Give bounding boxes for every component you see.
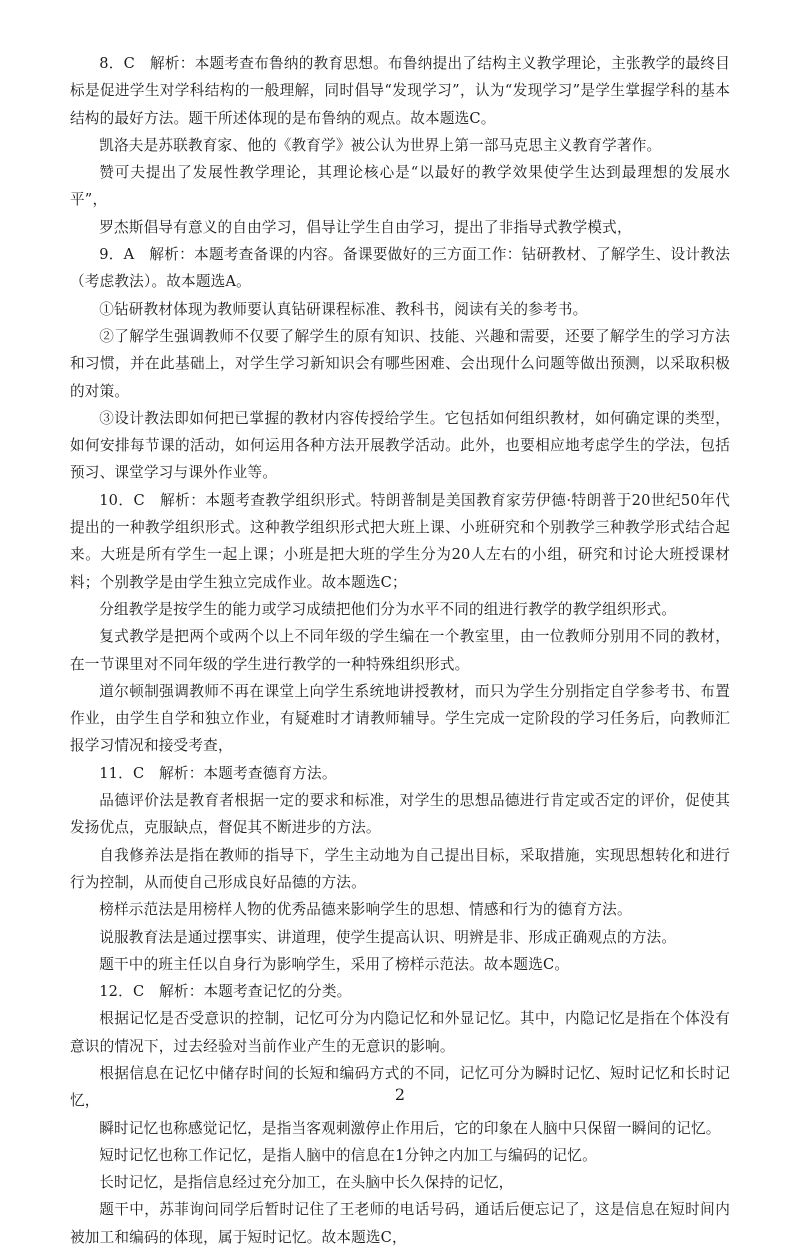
answer-10-explanation: 10．C 解析：本题考查教学组织形式。特朗普制是美国教育家劳伊德·特朗普于20世纪50年代提出的一种教学组织形式。这种教学组织形式把大班上课、小班研究和个别教学三种教学形式结合起来。大班是所有学生一起上课；小班是把大班的学生分为20人左右的小组，研究和讨论大班授课材料；个别教学是由学生独立完成作业。故本题选C；: [70, 491, 730, 591]
kairov-note: 凯洛夫是苏联教育家、他的《教育学》被公认为世界上第一部马克思主义教育学著作。: [99, 136, 662, 154]
multi-grade-teaching-note: 复式教学是把两个或两个以上不同年级的学生编在一个教室里，由一位教师分别用不同的教材，在一节课里对不同年级的学生进行教学的一种特殊组织形式。: [70, 628, 730, 673]
group-teaching-note: 分组教学是按学生的能力或学习成绩把他们分为水平不同的组进行教学的教学组织形式。: [99, 600, 677, 618]
role-model-note: 榜样示范法是用榜样人物的优秀品德来影响学生的思想、情感和行为的德育方法。: [99, 901, 632, 919]
answer-11-explanation: 11．C 解析：本题考查德育方法。: [99, 764, 337, 782]
persuasion-note: 说服教育法是通过摆事实、讲道理，使学生提高认识、明辨是非、形成正确观点的方法。: [99, 928, 677, 946]
implicit-memory-note: 根据记忆是否受意识的控制，记忆可分为内隐记忆和外显记忆。其中，内隐记忆是指在个体没有意识的情况下，过去经验对当前作业产生的无意识的影响。: [70, 1010, 730, 1055]
sensory-memory-note: 瞬时记忆也称感觉记忆，是指当客观刺激停止作用后，它的印象在人脑中只保留一瞬间的记忆。: [99, 1119, 721, 1137]
page-number: 2: [394, 1085, 406, 1104]
lesson-prep-point-3: ③设计教法即如何把已掌握的教材内容传授给学生。它包括如何组织教材，如何确定课的类型，如何安排每节课的活动，如何运用各种方法开展教学活动。此外，也要相应地考虑学生的学法，包括预习、课堂学习与课外作业等。: [70, 409, 730, 482]
self-cultivation-note: 自我修养法是指在教师的指导下，学生主动地为自己提出目标，采取措施，实现思想转化和进行行为控制，从而使自己形成良好品德的方法。: [70, 846, 730, 891]
lesson-prep-point-2: ②了解学生强调教师不仅要了解学生的原有知识、技能、兴趣和需要，还要了解学生的学习方法和习惯，并在此基础上，对学生学习新知识会有哪些困难、会出现什么问题等做出预测，以采取积极的对策。: [70, 327, 730, 400]
lesson-prep-point-1: ①钻研教材体现为教师要认真钻研课程标准、教科书，阅读有关的参考书。: [99, 300, 588, 318]
answer-12-explanation: 12．C 解析：本题考查记忆的分类。: [99, 983, 352, 1001]
answer-8-explanation: 8．C 解析：本题考查布鲁纳的教育思想。布鲁纳提出了结构主义教学理论，主张教学的最终目标是促进学生对学科结构的一般理解，同时倡导“发现学习”，认为“发现学习”是学生掌握学科的基本结构的最好方法。题干所述体现的是布鲁纳的观点。故本题选C。: [70, 55, 730, 127]
long-term-memory-note: 长时记忆，是指信息经过充分加工，在头脑中长久保持的记忆，: [99, 1174, 514, 1192]
short-term-memory-note: 短时记忆也称工作记忆，是指人脑中的信息在1分钟之内加工与编码的记忆。: [99, 1146, 597, 1164]
document-body: [70, 50, 730, 1251]
answer-11-conclusion: 题干中的班主任以自身行为影响学生，采用了榜样示范法。故本题选C。: [99, 955, 570, 973]
answer-9-explanation: 9．A 解析：本题考查备课的内容。备课要做好的三方面工作：钻研教材、了解学生、设计教法（考虑教法）。故本题选A。: [70, 246, 730, 291]
memory-duration-note: 根据信息在记忆中储存时间的长短和编码方式的不同，记忆可分为瞬时记忆、短时记忆和长时记忆，: [70, 1064, 730, 1110]
moral-evaluation-note: 品德评价法是教育者根据一定的要求和标准，对学生的思想品德进行肯定或否定的评价，促使其发扬优点，克服缺点，督促其不断进步的方法。: [70, 792, 730, 837]
answer-12-conclusion: 题干中，苏菲询问同学后暂时记住了王老师的电话号码，通话后便忘记了，这是信息在短时间内被加工和编码的体现，属于短时记忆。故本题选C，: [70, 1201, 730, 1246]
dalton-plan-note: 道尔顿制强调教师不再在课堂上向学生系统地讲授教材，而只为学生分别指定自学参考书、布置作业，由学生自学和独立作业，有疑难时才请教师辅导。学生完成一定阶段的学习任务后，向教师汇报学习情况和接受考查，: [70, 682, 730, 755]
rogers-note: 罗杰斯倡导有意义的自由学习，倡导让学生自由学习，提出了非指导式教学模式，: [99, 218, 632, 236]
zankov-note: 赞可夫提出了发展性教学理论，其理论核心是“以最好的教学效果使学生达到最理想的发展水平”，: [70, 164, 730, 209]
